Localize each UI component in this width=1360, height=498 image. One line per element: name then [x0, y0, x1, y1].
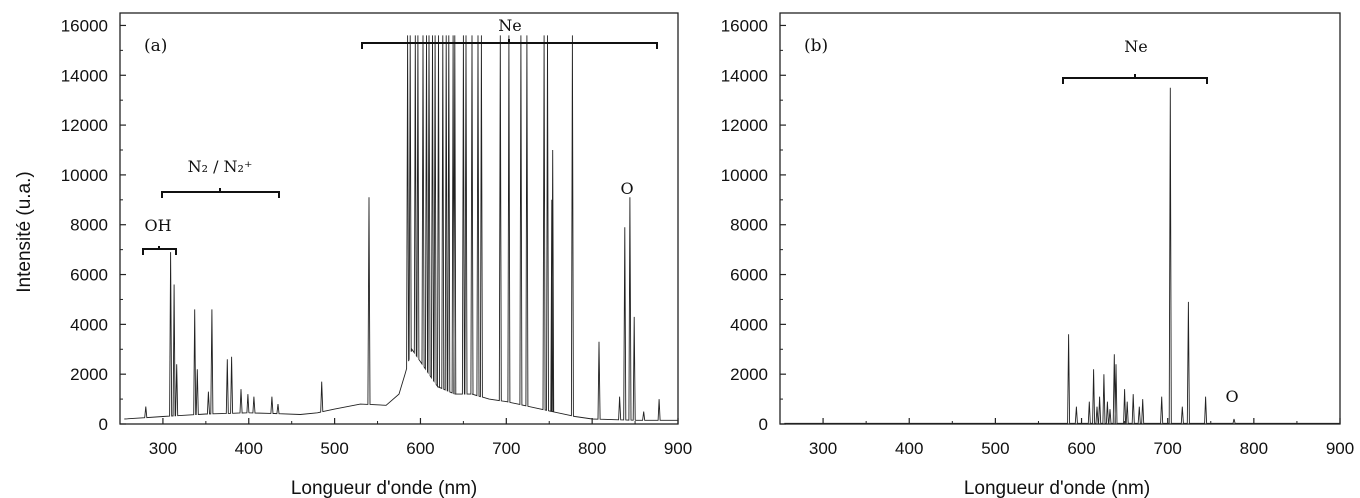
panel-a-x-tick-label: 500	[320, 439, 349, 458]
panel-a-x-tick-label: 800	[577, 439, 607, 458]
panel-b-x-tick-label: 600	[1067, 439, 1096, 458]
panel-a-x-tick-label: 700	[492, 439, 521, 458]
panel-a-y-tick-label: 2000	[70, 365, 108, 385]
panel-a-y-tick-label: 12000	[60, 116, 108, 136]
panel-b-ne-label: Ne	[1124, 37, 1148, 56]
y-axis-title: Intensité (u.a.)	[14, 171, 35, 293]
panel-a-oh-label: OH	[144, 216, 172, 235]
panel-a-n2-label: N₂ / N₂⁺	[187, 157, 253, 176]
panel-b-ne-bracket	[1063, 74, 1207, 84]
panel-b-y-tick-label: 6000	[730, 265, 768, 285]
panel-b-y-tick-label: 2000	[730, 365, 768, 385]
panel-a-ne-bracket	[362, 39, 657, 49]
panel-a-y-tick-label: 10000	[60, 165, 108, 185]
panel-a-x-tick-label: 900	[663, 439, 693, 458]
panel-a-x-tick-label: 600	[406, 439, 435, 458]
panel-b-y-tick-label: 16000	[720, 16, 768, 36]
panel-a-x-tick-label: 300	[148, 439, 178, 458]
panel-b-x-tick-label: 800	[1239, 439, 1269, 458]
panel-b-y-tick-label: 14000	[720, 66, 768, 86]
panel-a-o-label: O	[620, 179, 634, 198]
panel-b-x-axis-title: Longueur d'onde (nm)	[963, 478, 1151, 498]
panel-a-y-tick-label: 8000	[70, 215, 108, 235]
panel-b-y-tick-label: 0	[758, 415, 768, 434]
panel-b-x-tick-label: 300	[808, 439, 838, 458]
panel-a-axis-ticks	[61, 16, 692, 458]
panel-b-y-tick-label: 4000	[730, 315, 768, 335]
panel-b-chart	[721, 13, 1354, 498]
panel-b-x-tick-label: 900	[1325, 439, 1355, 458]
panel-b-plot-frame	[780, 13, 1340, 424]
panel-b-o-label: O	[1225, 387, 1239, 406]
panel-a-y-tick-label: 0	[98, 415, 108, 434]
panel-a-x-axis-title: Longueur d'onde (nm)	[290, 478, 478, 498]
panel-a-x-tick-label: 400	[234, 439, 263, 458]
panel-b-panel-label: (b)	[804, 36, 829, 56]
panel-b-x-tick-label: 400	[895, 439, 924, 458]
panel-a-chart	[61, 13, 692, 498]
panel-a-panel-label: (a)	[144, 36, 168, 56]
panel-b-x-tick-label: 700	[1153, 439, 1182, 458]
panel-a-plot-frame	[120, 13, 678, 424]
panel-b-spectrum-line	[784, 88, 1340, 424]
panel-a-n2-bracket	[162, 188, 279, 198]
panel-b-x-tick-label: 500	[981, 439, 1010, 458]
panel-b-y-tick-label: 10000	[720, 165, 768, 185]
panel-a-y-tick-label: 6000	[70, 265, 108, 285]
panel-b-y-tick-label: 12000	[720, 116, 768, 136]
panel-a-y-tick-label: 14000	[60, 66, 108, 86]
panel-a-y-tick-label: 16000	[60, 16, 108, 36]
panel-b-y-tick-label: 8000	[730, 215, 768, 235]
panel-a-spectrum-line	[124, 35, 678, 420]
panel-b-axis-ticks	[721, 16, 1354, 458]
panel-a-y-tick-label: 4000	[70, 315, 108, 335]
panel-a-ne-label: Ne	[498, 16, 522, 35]
